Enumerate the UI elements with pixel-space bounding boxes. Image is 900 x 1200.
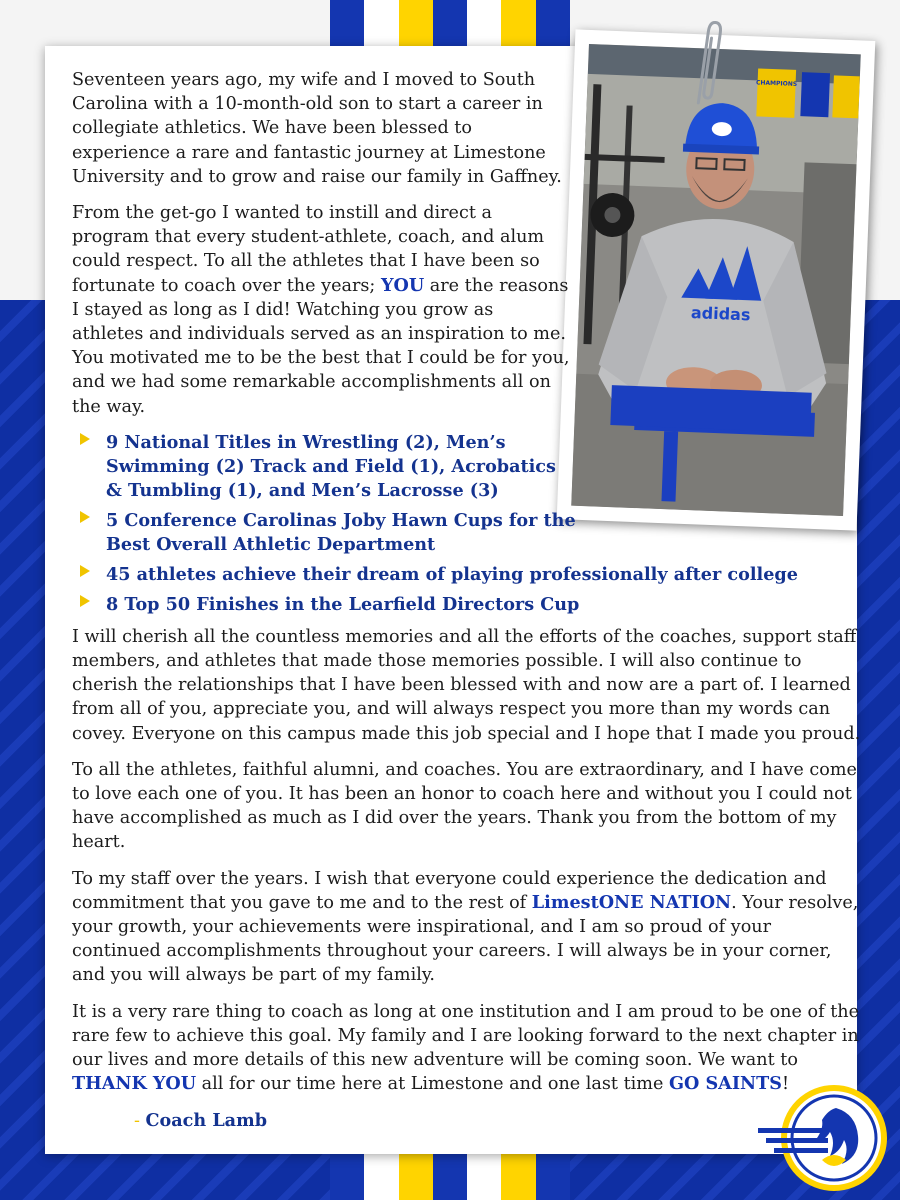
intro-paragraph: Seventeen years ago, my wife and I moved to South Carolina with a 10-month-old son to start a career in collegiate athletics. We have been blessed to experience a rare and fantastic journey at Limestone University and to grow and raise our family in Gaffney.: [72, 70, 562, 187]
signature: [72, 1109, 862, 1133]
accomplishment-text: 9 National Titles in Wrestling (2), Men’s Swimming (2) Track and Field (1), Acrobatics & Tumbling (1), and Men’s Lacrosse (3): [106, 431, 556, 501]
highlight-go-saints: GO SAINTS: [668, 1073, 782, 1095]
letter-body: [72, 68, 862, 1133]
accomplishment-text: 45 athletes achieve their dream of playing professionally after college: [106, 563, 798, 585]
text-span: To my staff over the years. I wish that everyone could experience the dedication and commitment that you gave to me and to the rest of: [72, 868, 827, 913]
accomplishments-list: [72, 431, 862, 617]
highlight-thank-you: THANK YOU: [72, 1073, 197, 1095]
saints-logo-icon: [752, 1080, 892, 1195]
text-span: . Your resolve, your growth, your achievements were inspirational, and I am so proud of your continued accomplishments throughout your careers. I will always be in your corner, and you will always be part of my family.: [72, 892, 859, 986]
highlight-you: YOU: [380, 274, 425, 296]
paragraph-athletes: To all the athletes, faithful alumni, and coaches. You are extraordinary, and I have come to love each one of you. It has been an honor to coach here and without you I could not have accomplished as much as I did over the years. Thank you from the bottom of my heart.: [72, 759, 857, 853]
triangle-bullet-icon: [80, 511, 90, 523]
triangle-bullet-icon: [80, 433, 90, 445]
shirt-logo-text: adidas: [690, 303, 751, 325]
accomplishment-text: 8 Top 50 Finishes in the Learfield Directors Cup: [106, 593, 580, 615]
paragraph-staff: [72, 867, 862, 988]
accomplishment-item: [72, 431, 576, 503]
accomplishment-item: [72, 509, 576, 557]
banner-text: CHAMPIONS: [755, 79, 798, 88]
text-span: !: [781, 1074, 790, 1095]
paragraph-program: [72, 201, 570, 419]
signature-name: Coach Lamb: [145, 1109, 268, 1131]
text-span: all for our time here at Limestone and one last time: [196, 1074, 669, 1095]
paragraph-closing: [72, 1000, 862, 1097]
triangle-bullet-icon: [80, 595, 90, 607]
text-span: are the reasons I stayed as long as I did! Watching you grow as athletes and individuals served as an inspiration to me. You motivated me to be the best that I could be for you, and we had some remarkable accomplishments all on the way.: [72, 275, 570, 417]
accomplishment-text: 5 Conference Carolinas Joby Hawn Cups for the Best Overall Athletic Department: [106, 509, 576, 555]
paragraph-memories: I will cherish all the countless memories and all the efforts of the coaches, support staff members, and athletes that made those memories possible. I will also continue to cherish the relationships that I have been blessed with and now are a part of. I learned from all of you, appreciate you, and will always respect you more than my words can covey. Everyone on this campus made this job special and I hope that I made you proud.: [72, 626, 861, 744]
accomplishment-item: [72, 593, 862, 617]
text-span: From the get-go I wanted to instill and direct a program that every student-athlete, coach, and alum could respect. To all the athletes that I have been so fortunate to coach over the years;: [72, 203, 545, 296]
text-span: It is a very rare thing to coach as long at one institution and I am proud to be one of the rare few to achieve this goal. My family and I are looking forward to the next chapter in our lives and more details of this new adventure will be coming soon. We want to: [72, 1001, 860, 1071]
triangle-bullet-icon: [80, 565, 90, 577]
signature-dash: -: [134, 1110, 146, 1131]
accomplishment-item: [72, 563, 862, 587]
bottom-ribbon: [330, 1150, 570, 1200]
highlight-nation: LimestONE NATION: [531, 891, 732, 913]
